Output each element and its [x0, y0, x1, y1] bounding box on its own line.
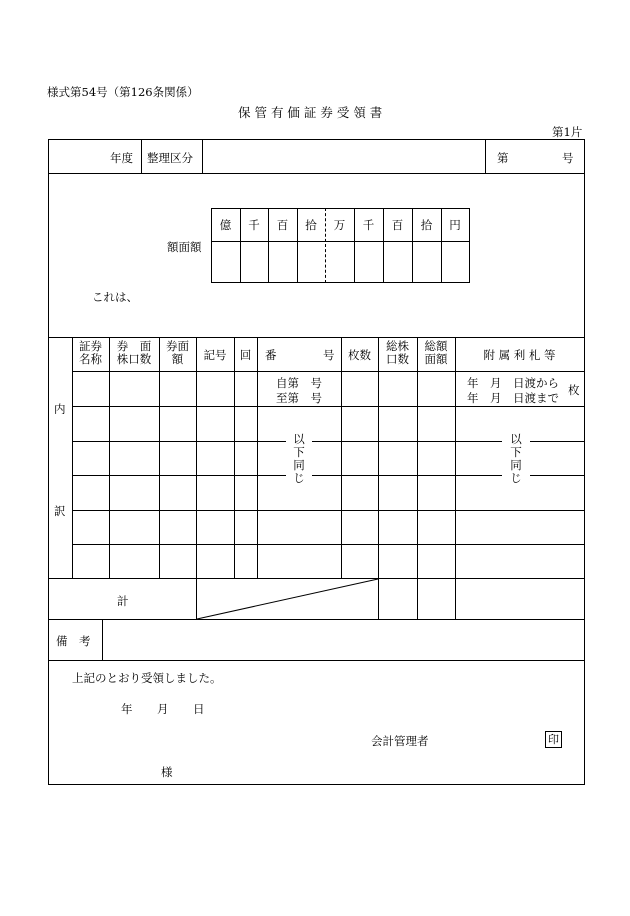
digit-sen-2: 千: [362, 218, 375, 232]
remarks-divider: [102, 619, 103, 661]
form-label: 様式第54号（第126条関係）: [47, 85, 199, 99]
digit-juu-2: 拾: [420, 218, 433, 232]
coupon-unit: 枚: [568, 383, 580, 397]
digit-sen: 千: [248, 218, 260, 232]
date-year: 年: [121, 702, 133, 716]
col-symbol: 記号: [203, 348, 227, 362]
category-label: 整理区分: [147, 151, 193, 165]
col-securities-name: 証券 名称: [79, 339, 102, 366]
document-title: 保 管 有 価 証 券 受 領 書: [238, 105, 383, 120]
page-number: 第1片: [552, 125, 583, 139]
number-prefix: 第: [497, 151, 509, 165]
col-coupons: 附 属 利 札 等: [483, 348, 556, 362]
digit-man: 万: [333, 218, 346, 232]
side-label-uchi: 内: [54, 402, 66, 416]
digit-en: 円: [449, 218, 461, 232]
col-total-shares: 総株 口数: [386, 339, 409, 366]
number-suffix: 号: [562, 151, 574, 165]
from-number: 自第 号: [276, 376, 322, 390]
col-number-go: 号: [323, 348, 335, 362]
coupon-from-date: 年 月 日渡から: [467, 376, 559, 390]
coupon-to-date: 年 月 日渡まで: [467, 391, 559, 405]
col-sheets: 枚数: [348, 348, 371, 362]
year-label: 年度: [110, 151, 133, 165]
face-amount-label: 額面額: [167, 240, 202, 254]
remarks-label: 備 考: [56, 634, 91, 648]
col-series: 回: [239, 348, 252, 362]
col-face-amount: 券面 額: [166, 339, 189, 366]
col-total-face: 総額 面額: [424, 339, 448, 366]
ditto-mark-number: 以 下 同 じ: [293, 432, 305, 485]
date-day: 日: [193, 702, 205, 716]
col-number-ban: 番: [265, 348, 277, 362]
seal-box: 印: [545, 731, 562, 748]
kore-wa-text: これは、: [92, 290, 138, 304]
digit-oku: 億: [219, 218, 232, 232]
col-face-shares: 券 面 株口数: [116, 339, 152, 366]
ditto-mark-coupons: 以 下 同 じ: [510, 432, 522, 485]
received-text: 上記のとおり受領しました。: [72, 671, 222, 685]
sama-text: 様: [161, 765, 173, 779]
total-label: 計: [117, 594, 129, 608]
side-label-wake: 訳: [54, 504, 66, 518]
diagonal-line: [197, 579, 378, 619]
digit-hyaku: 百: [276, 218, 289, 232]
to-number: 至第 号: [276, 391, 322, 405]
digit-hyaku-2: 百: [391, 218, 404, 232]
digit-juu: 拾: [305, 218, 317, 232]
officer-label: 会計管理者: [371, 734, 429, 748]
date-month: 月: [157, 702, 169, 716]
